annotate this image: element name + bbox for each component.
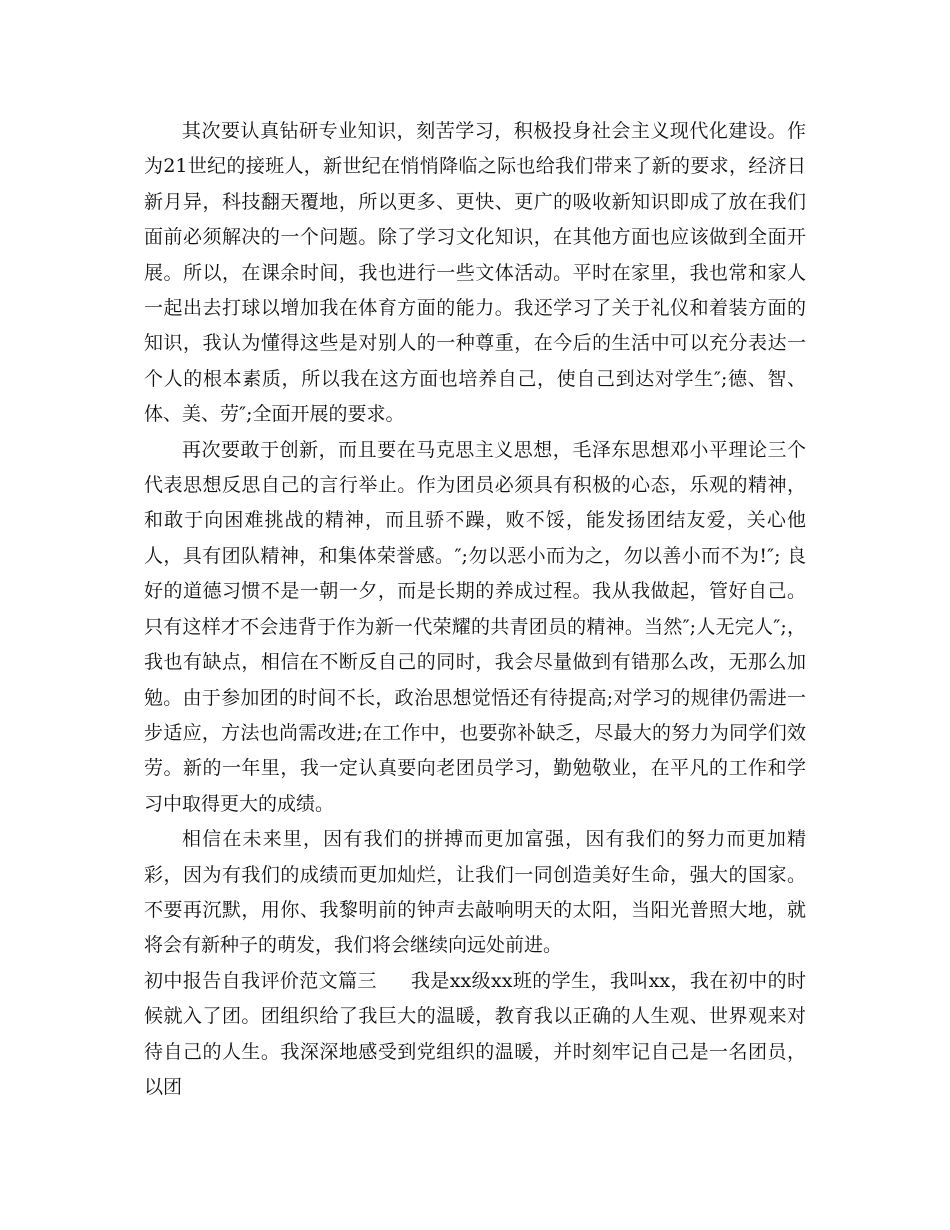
paragraph-study-knowledge: 其次要认真钻研专业知识，刻苦学习，积极投身社会主义现代化建设。作为21世纪的接班人，新世纪在悄悄降临之际也给我们带来了新的要求，经济日新月异，科技翻天覆地，所以更多、更快、更广的吸收新知识即成了放在我们面前必须解决的一个问题。除了学习文化知识，在其他方面也应该做到全面开展。所以，在课余时间，我也进行一些文体活动。平时在家里，我也常和家人一起出去打球以增加我在体育方面的能力。我还学习了关于礼仪和着装方面的知识，我认为懂得这些是对别人的一种尊重，在今后的生活中可以充分表达一个人的根本素质，所以我在这方面也培养自己，使自己到达对学生″;德、智、体、美、劳″;全面开展的要求。 bbox=[144, 120, 806, 426]
section-heading: 初中报告自我评价范文篇三 bbox=[144, 969, 377, 992]
document-body bbox=[144, 114, 806, 1105]
paragraph-innovation: 再次要敢于创新，而且要在马克思主义思想，毛泽东思想邓小平理论三个代表思想反思自己的言行举止。作为团员必须具有积极的心态，乐观的精神，和敢于向困难挑战的精神，而且骄不躁，败不馁，能发扬团结友爱，关心他人，具有团队精神，和集体荣誉感。″;勿以恶小而为之，勿以善小而不为!″; 良好的道德习惯不是一朝一夕，而是长期的养成过程。我从我做起，管好自己。只有这样才不会违背于作为新一代荣耀的共青团员的精神。当然″;人无完人″;，我也有缺点，相信在不断反自己的同时，我会尽量做到有错那么改，无那么加勉。由于参加团的时间不长，政治思想觉悟还有待提高;对学习的规律仍需进一步适应，方法也尚需改进;在工作中，也要弥补缺乏，尽最大的努力为同学们效劳。新的一年里，我一定认真要向老团员学习，勤勉敬业，在平凡的工作和学习中取得更大的成绩。 bbox=[144, 438, 806, 815]
section-three bbox=[144, 964, 806, 1106]
section-body: 我是xx级xx班的学生，我叫xx，我在初中的时候就入了团。团组织给了我巨大的温暖，教育我以正确的人生观、世界观来对待自己的人生。我深深地感受到党组织的温暖，并时刻牢记自己是一名团员，以团 bbox=[144, 969, 806, 1098]
paragraph-future: 相信在未来里，因有我们的拼搏而更加富强，因有我们的努力而更加精彩，因为有我们的成绩而更加灿烂，让我们一同创造美好生命，强大的国家。不要再沉默，用你、我黎明前的钟声去敲响明天的太阳，当阳光普照大地，就将会有新种子的萌发，我们将会继续向远处前进。 bbox=[144, 828, 806, 957]
